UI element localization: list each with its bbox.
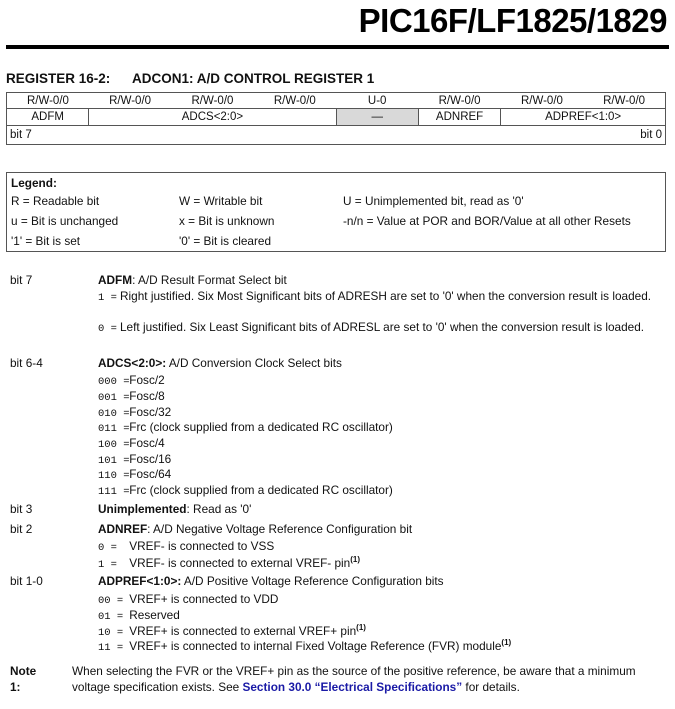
bit64-name: ADCS<2:0>: [98, 356, 167, 370]
register-heading [6, 71, 374, 86]
list-item: 100 = Fosc/4 [98, 436, 165, 451]
field-adfm: ADFM [7, 109, 89, 126]
document-title: PIC16F/LF1825/1829 [358, 2, 667, 39]
bit3-heading [98, 502, 251, 516]
access-bit1: R/W-0/0 [501, 93, 583, 109]
legend-readable: R = Readable bit [11, 194, 100, 208]
bit3-label: bit 3 [10, 502, 33, 516]
bit3-name: Unimplemented [98, 502, 187, 516]
field-adpref: ADPREF<1:0> [501, 109, 666, 126]
list-item: 10 = VREF+ is connected to external VREF+ pin$^{(1)}$ [98, 623, 366, 639]
bit7-desc: : A/D Result Format Select bit [132, 273, 287, 287]
field-adcs: ADCS<2:0> [89, 109, 336, 126]
legend-bit-cleared: '0' = Bit is cleared [179, 234, 272, 248]
register-name: ADCON1: A/D CONTROL REGISTER 1 [132, 71, 375, 86]
bit2-label: bit 2 [10, 522, 33, 536]
bit7-opt0-text: Left justified. Six Least Significant bits of ADRESL are set to '0' when the conversion result is loaded. [120, 320, 645, 334]
title-rule [6, 45, 669, 49]
access-row [7, 93, 666, 109]
bit7-name: ADFM [98, 273, 133, 287]
legend-reset-values: -n/n = Value at POR and BOR/Value at all other Resets [343, 214, 631, 228]
list-item: 11 = VREF+ is connected to internal Fixed Voltage Reference (FVR) module$^{(1)}$ [98, 638, 512, 654]
field-row [7, 109, 666, 126]
field-unimplemented: — [336, 109, 418, 126]
bit2-opt1: 1 = VREF- is connected to external VREF- pin$^{(1)}$ [98, 555, 361, 571]
bit7-opt1-value: 1 = [98, 292, 117, 304]
bit10-label: bit 1-0 [10, 574, 43, 588]
access-bit0: R/W-0/0 [583, 93, 665, 109]
list-item: 01 = Reserved [98, 607, 180, 623]
legend-unimplemented: U = Unimplemented bit, read as '0' [343, 194, 524, 208]
bit10-heading [98, 574, 444, 588]
legend-bit-set: '1' = Bit is set [11, 234, 81, 248]
bit7-heading [98, 273, 287, 287]
bit7-opt0-value: 0 = [98, 323, 117, 335]
access-bit7: R/W-0/0 [7, 93, 89, 109]
bit2-desc: : A/D Negative Voltage Reference Configuration bit [147, 522, 413, 536]
list-item: 110 = Fosc/64 [98, 467, 172, 482]
bit-order-row [7, 126, 666, 145]
legend-writable: W = Writable bit [179, 194, 263, 208]
access-bit2: R/W-0/0 [418, 93, 500, 109]
footnote-ref: (1) [350, 555, 361, 564]
bit64-heading [98, 356, 342, 370]
access-bit5: R/W-0/0 [171, 93, 253, 109]
bit-low-label: bit 0 [640, 129, 662, 141]
bit2-opt0: 0 = VREF- is connected to VSS [98, 539, 275, 554]
field-adnref: ADNREF [418, 109, 500, 126]
list-item: 101 = Fosc/16 [98, 452, 172, 467]
bit2-name: ADNREF [98, 522, 148, 536]
legend-unchanged: u = Bit is unchanged [11, 214, 119, 228]
bit3-desc: : Read as '0' [186, 502, 252, 516]
list-item: 000 = Fosc/2 [98, 373, 165, 388]
list-item: 00 = VREF+ is connected to VDD [98, 591, 279, 607]
bit64-desc: A/D Conversion Clock Select bits [166, 356, 342, 370]
legend-unknown: x = Bit is unknown [179, 214, 275, 228]
access-bit3: U-0 [336, 93, 418, 109]
bit-high-label: bit 7 [10, 129, 32, 141]
bit7-label: bit 7 [10, 273, 33, 287]
section-link[interactable]: Section 30.0 “Electrical Specifications” [242, 680, 463, 694]
access-bit6: R/W-0/0 [89, 93, 171, 109]
bit2-heading [98, 522, 412, 536]
register-table [6, 92, 666, 145]
footnote-text: When selecting the FVR or the VREF+ pin as the source of the positive reference, be aware that a minimum voltage specification exists. See Section 30.0 “Electrical Specifications” for details. [72, 664, 636, 694]
bit10-desc: A/D Positive Voltage Reference Configuration bits [181, 574, 444, 588]
legend-title: Legend: [11, 176, 57, 190]
bit10-name: ADPREF<1:0>: [98, 574, 182, 588]
bit64-label: bit 6-4 [10, 356, 43, 370]
bit7-opt1-text: Right justified. Six Most Significant bits of ADRESH are set to '0' when the conversion result is loaded. [120, 289, 652, 303]
footnote-label: Note 1: [10, 664, 37, 694]
register-number: REGISTER 16-2: [6, 71, 111, 86]
list-item: 011 = Frc (clock supplied from a dedicated RC oscillator) [98, 420, 393, 435]
list-item: 010 = Fosc/32 [98, 405, 172, 420]
list-item: 111 = Frc (clock supplied from a dedicated RC oscillator) [98, 483, 393, 498]
legend-box [6, 172, 666, 252]
access-bit4: R/W-0/0 [254, 93, 336, 109]
list-item: 001 = Fosc/8 [98, 389, 165, 404]
